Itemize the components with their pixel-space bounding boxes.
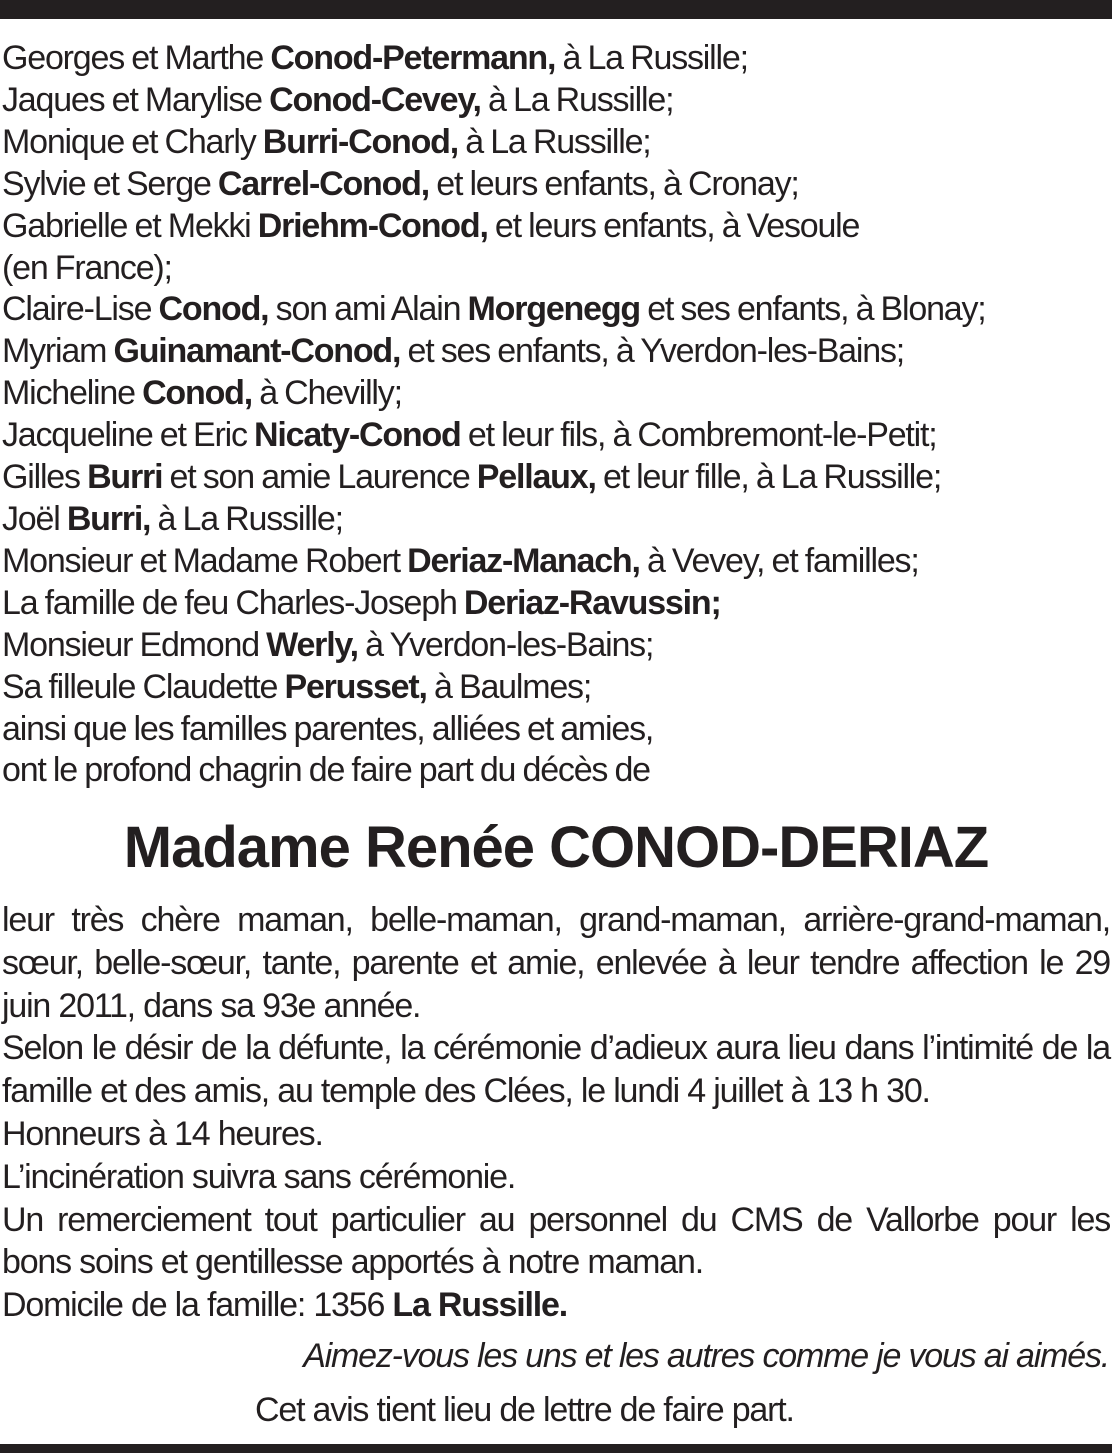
family-line	[2, 750, 1110, 792]
family-line	[2, 206, 1110, 248]
family-line-text: et leur fille, à La Russille;	[595, 458, 942, 497]
family-line-text: ainsi que les familles parentes, alliées et amies,	[2, 709, 654, 748]
family-surname: Burri	[87, 458, 163, 497]
family-line-text: et son amie Laurence	[162, 458, 477, 497]
family-surname: Driehm-Conod,	[257, 206, 488, 245]
family-line	[2, 164, 1110, 206]
family-line	[2, 583, 1110, 625]
announcement-details	[2, 899, 1110, 1327]
family-line	[2, 625, 1110, 667]
family-line-text: Joël	[2, 499, 67, 538]
family-line-text: à La Russille;	[555, 39, 748, 77]
family-line-text: Sa filleule Claudette	[2, 667, 285, 706]
family-line-text: Jaques et Marylise	[2, 80, 270, 119]
family-surname: Morgenegg	[467, 290, 640, 329]
family-line-text: et leur fils, à Combremont-le-Petit;	[460, 416, 937, 455]
family-line-text: à Baulmes;	[426, 667, 592, 706]
family-line-text: à La Russille;	[150, 499, 343, 538]
family-surname: Guinamant-Conod,	[113, 332, 401, 371]
family-line-text: Monsieur et Madame Robert	[2, 541, 408, 580]
family-line-text: Jacqueline et Eric	[2, 416, 255, 455]
family-line	[2, 331, 1110, 373]
family-line-text: à La Russille;	[458, 122, 651, 161]
family-line	[2, 373, 1110, 415]
family-line	[2, 709, 1110, 751]
details-paragraph: Honneurs à 14 heures.	[2, 1114, 323, 1153]
family-surname: Deriaz-Manach,	[407, 541, 640, 580]
domicile-text: Domicile de la famille: 1356	[2, 1286, 393, 1325]
family-line-text: son ami Alain	[268, 290, 468, 329]
family-line-text: à Chevilly;	[251, 374, 402, 413]
family-surname: Deriaz-Ravussin;	[463, 583, 721, 622]
details-paragraph: Selon le désir de la défunte, la cérémonie d’adieux aura lieu dans l’intimité de la famille et des amis, au temple des Clées, le lundi 4 juillet à 13 h 30.	[2, 1029, 1110, 1111]
closing-quote: Aimez-vous les uns et les autres comme je vous ai aimés.	[303, 1337, 1109, 1375]
family-line-text: Gabrielle et Mekki	[2, 206, 258, 245]
bottom-rule	[0, 1444, 1112, 1453]
family-line	[2, 499, 1110, 541]
family-line	[2, 541, 1110, 583]
family-line-text: à La Russille;	[480, 80, 674, 119]
details-paragraph: leur très chère maman, belle-maman, grand-maman, arrière-grand-maman, sœur, belle-sœur, tante, parente et amie, enlevée à leur tendre affection le 29 juin 2011, dans sa 93e année.	[2, 901, 1110, 1025]
family-line	[2, 80, 1110, 122]
family-line-text: La famille de feu Charles-Joseph	[2, 583, 464, 622]
notice-line: Cet avis tient lieu de lettre de faire part.	[255, 1391, 794, 1429]
family-line	[2, 415, 1110, 457]
top-rule	[0, 0, 1112, 19]
family-line-text: (en France);	[2, 248, 172, 287]
family-line-text: ont le profond chagrin de faire part du décès de	[2, 751, 650, 790]
family-domicile	[2, 1284, 1110, 1327]
family-surname: Carrel-Conod,	[217, 164, 429, 203]
family-line	[2, 289, 1110, 331]
family-surname: Pellaux,	[476, 458, 596, 497]
family-line-text: Sylvie et Serge	[2, 164, 218, 203]
family-line-text: et leurs enfants, à Vesoule	[487, 206, 860, 245]
domicile-place: La Russille.	[392, 1286, 567, 1325]
family-surname: Nicaty-Conod	[254, 416, 461, 455]
family-surname: Werly,	[266, 625, 358, 664]
deceased-name: Madame Renée CONOD-DERIAZ	[123, 815, 989, 880]
details-paragraph: Un remerciement tout particulier au personnel du CMS de Vallorbe pour les bons soins et gentillesse apportés à notre maman.	[2, 1200, 1110, 1282]
family-line-text: Myriam	[2, 332, 114, 371]
family-line-text: Monique et Charly	[2, 122, 263, 161]
family-line	[2, 457, 1110, 499]
family-line	[2, 248, 1110, 290]
family-surname: Burri,	[66, 499, 151, 538]
family-surname: Conod,	[142, 374, 252, 413]
details-paragraph: L’incinération suivra sans cérémonie.	[2, 1157, 516, 1196]
family-line-text: Claire-Lise	[2, 290, 159, 329]
family-line-text: Gilles	[2, 458, 88, 497]
family-surname: Perusset,	[284, 667, 427, 706]
family-surname: Conod-Petermann,	[270, 39, 556, 77]
family-line-text: à Yverdon-les-Bains;	[357, 625, 654, 664]
family-line-text: et ses enfants, à Yverdon-les-Bains;	[400, 332, 904, 371]
family-surname: Conod-Cevey,	[269, 80, 481, 119]
family-surname: Conod,	[158, 290, 269, 329]
family-list	[2, 38, 1110, 792]
family-line-text: à Vevey, et familles;	[639, 541, 919, 580]
family-line	[2, 122, 1110, 164]
family-line	[2, 667, 1110, 709]
family-line-text: et ses enfants, à Blonay;	[639, 290, 986, 329]
family-surname: Burri-Conod,	[262, 122, 458, 161]
family-line-text: et leurs enfants, à Cronay;	[429, 164, 799, 203]
family-line-text: Monsieur Edmond	[2, 625, 267, 664]
family-line-text: Micheline	[2, 374, 143, 413]
family-line	[2, 38, 1110, 80]
family-line-text: Georges et Marthe	[2, 39, 271, 77]
